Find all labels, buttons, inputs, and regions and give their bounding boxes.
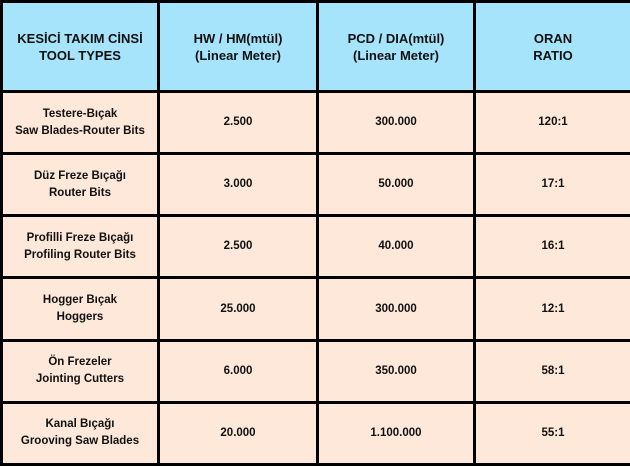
cell-pcd-value: 1.100.000 (318, 402, 475, 464)
cell-tool-type (2, 402, 159, 464)
tool-type-en: Hoggers (56, 311, 104, 324)
header-hw-hm (159, 2, 318, 92)
cell-hw-value: 20.000 (159, 402, 318, 464)
header-ratio-tr: ORAN (533, 30, 573, 46)
cell-tool-type (2, 154, 159, 216)
table-header-row (2, 2, 630, 92)
cell-pcd-value: 300.000 (318, 92, 475, 154)
tool-type-tr: Testere-Bıçak (42, 107, 118, 120)
cell-pcd-value: 50.000 (318, 154, 475, 216)
table-row (2, 340, 630, 402)
cell-ratio-value: 120:1 (475, 92, 630, 154)
cell-ratio-value: 16:1 (475, 216, 630, 278)
cell-pcd-value: 350.000 (318, 340, 475, 402)
cell-ratio-value: 17:1 (475, 154, 630, 216)
cell-ratio-value: 55:1 (475, 402, 630, 464)
table-row (2, 216, 630, 278)
table-row (2, 402, 630, 464)
header-pcd-dia (318, 2, 475, 92)
cell-tool-type (2, 92, 159, 154)
cell-hw-value: 25.000 (159, 278, 318, 340)
tool-type-en: Grooving Saw Blades (20, 435, 140, 448)
header-ratio-en: RATIO (533, 47, 573, 63)
cell-tool-type (2, 216, 159, 278)
header-tool-types-en: TOOL TYPES (39, 47, 121, 63)
tool-type-tr: Ön Frezeler (48, 356, 112, 369)
cell-ratio-value: 12:1 (475, 278, 630, 340)
tool-type-en: Jointing Cutters (35, 373, 125, 386)
header-hw-hm-unit: (Linear Meter) (195, 47, 281, 63)
cell-ratio-value: 58:1 (475, 340, 630, 402)
cell-pcd-value: 300.000 (318, 278, 475, 340)
table-row (2, 92, 630, 154)
header-tool-types (2, 2, 159, 92)
tool-type-tr: Profilli Freze Bıçağı (26, 231, 134, 244)
header-hw-hm-title: HW / HM(mtül) (193, 30, 283, 46)
cell-pcd-value: 40.000 (318, 216, 475, 278)
tool-type-en: Saw Blades-Router Bits (15, 124, 145, 137)
cell-hw-value: 6.000 (159, 340, 318, 402)
cell-hw-value: 2.500 (159, 92, 318, 154)
tool-type-tr: Kanal Bıçağı (45, 418, 115, 431)
header-tool-types-tr: KESİCİ TAKIM CİNSİ (17, 30, 143, 46)
tool-type-tr: Hogger Bıçak (42, 294, 118, 307)
cell-hw-value: 2.500 (159, 216, 318, 278)
tool-type-en: Profiling Router Bits (24, 248, 136, 261)
cell-tool-type (2, 340, 159, 402)
tool-type-tr: Düz Freze Bıçağı (33, 169, 127, 182)
header-pcd-dia-unit: (Linear Meter) (353, 47, 439, 63)
table-row (2, 154, 630, 216)
cell-tool-type (2, 278, 159, 340)
header-pcd-dia-title: PCD / DIA(mtül) (347, 30, 445, 46)
header-ratio (475, 2, 630, 92)
table-row (2, 278, 630, 340)
cell-hw-value: 3.000 (159, 154, 318, 216)
tool-type-en: Router Bits (49, 186, 111, 199)
